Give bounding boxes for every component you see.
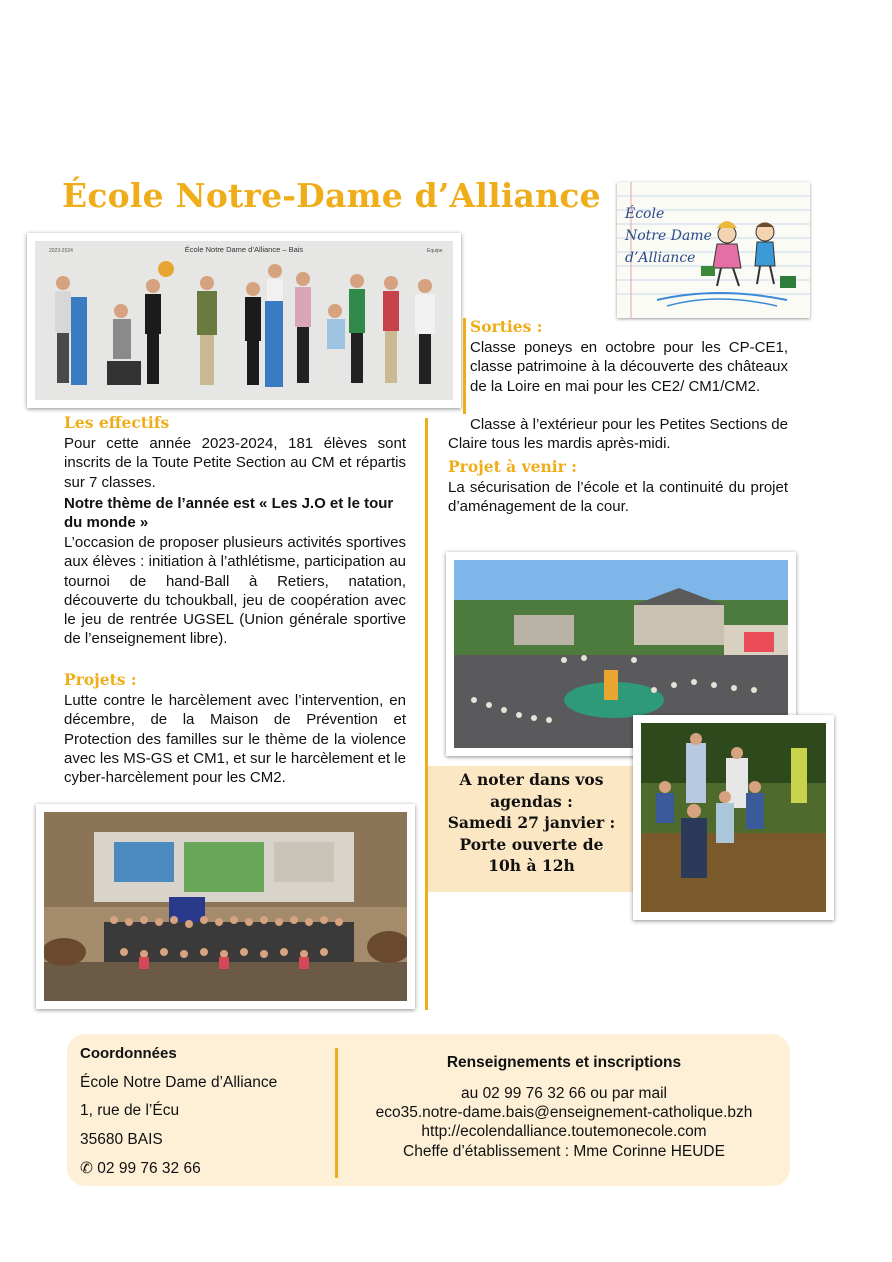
team-photo-image <box>35 241 453 400</box>
projets-text: Lutte contre le harcèlement avec l’intervention, en décembre, de la Maison de Prévention et Protection des familles sur le thème de la violence avec les MS-GS et CM1, et sur le harcèlement et le cyber-harcèlement pour les CM2. <box>64 692 406 787</box>
projets-heading: Projets : <box>64 670 137 689</box>
column-divider <box>425 418 428 1010</box>
projet-venir-text: La sécurisation de l’école et la continuité du projet d’aménagement de la cour. <box>448 479 788 516</box>
contact-city: 35680 BAIS <box>80 1131 163 1148</box>
contact-street: 1, rue de l’Écu <box>80 1102 180 1119</box>
contact-phone: ✆ 02 99 76 32 66 <box>80 1160 201 1177</box>
info-email-link[interactable]: eco35.notre-dame.bais@enseignement-catholique.bzh <box>375 1104 753 1121</box>
pony-class-photo-image <box>44 812 407 1001</box>
outdoor-class-photo <box>633 715 834 920</box>
contact-title: Coordonnées <box>80 1045 177 1062</box>
notice-line-4: Porte ouverte de <box>459 834 604 854</box>
theme-text: Notre thème de l’année est « Les J.O et le tour du monde » <box>64 495 394 532</box>
logo-line2: Notre Dame <box>625 228 712 244</box>
logo-line3: d’Alliance <box>625 250 696 266</box>
effectifs-heading: Les effectifs <box>64 413 170 432</box>
notice-line-5: 10h à 12h <box>488 856 575 875</box>
sorties-text-2: Classe à l’extérieur pour les Petites Sections de Claire tous les mardis après-midi. <box>448 416 788 453</box>
contact-school: École Notre Dame d’Alliance <box>80 1074 278 1091</box>
theme-description: L’occasion de proposer plusieurs activités sportives aux élèves : initiation à l’athlétisme, participation au tournoi de hand-Ball à Retiers, natation, découverte du tchoukball, jeu de coopération avec le jeu de rentrée UGSEL (Union générale sportive de l’enseignement libre). <box>64 534 406 648</box>
school-logo <box>617 182 810 318</box>
agenda-notice <box>428 766 635 892</box>
effectifs-text: Pour cette année 2023-2024, 181 élèves sont inscrits de la Toute Petite Section au CM et répartis sur 7 classes. <box>64 435 406 491</box>
pony-class-photo <box>36 804 415 1009</box>
notice-line-1: A noter dans vos <box>459 770 604 789</box>
notice-line-3: Samedi 27 janvier : <box>447 813 616 832</box>
team-photo-year: 2023-2024 <box>49 248 73 254</box>
team-photo <box>27 233 461 408</box>
info-head: Cheffe d’établissement : Mme Corinne HEUDE <box>403 1143 725 1160</box>
sorties-text-1: Classe poneys en octobre pour les CP-CE1, classe patrimoine à la découverte des châteaux de la Loire en mai pour les CE2/ CM1/CM2. <box>470 339 788 395</box>
team-photo-tag: Equipe <box>427 248 443 254</box>
sorties-divider <box>463 318 466 414</box>
info-website-link[interactable]: http://ecolendalliance.toutemonecole.com <box>421 1123 707 1140</box>
projet-venir-heading: Projet à venir : <box>448 457 577 476</box>
info-phone-mail: au 02 99 76 32 66 ou par mail <box>461 1085 667 1102</box>
logo-line1: École <box>625 206 665 222</box>
notice-line-2: agendas : <box>490 791 573 811</box>
logo-drawing <box>617 182 810 318</box>
page-title: École Notre-Dame d’Alliance <box>62 176 601 215</box>
outdoor-class-photo-image <box>641 723 826 912</box>
team-photo-caption: École Notre Dame d’Alliance – Bais <box>184 245 304 254</box>
info-title: Renseignements et inscriptions <box>446 1054 682 1071</box>
contact-footer <box>67 1034 790 1186</box>
sorties-heading: Sorties : <box>470 317 543 336</box>
